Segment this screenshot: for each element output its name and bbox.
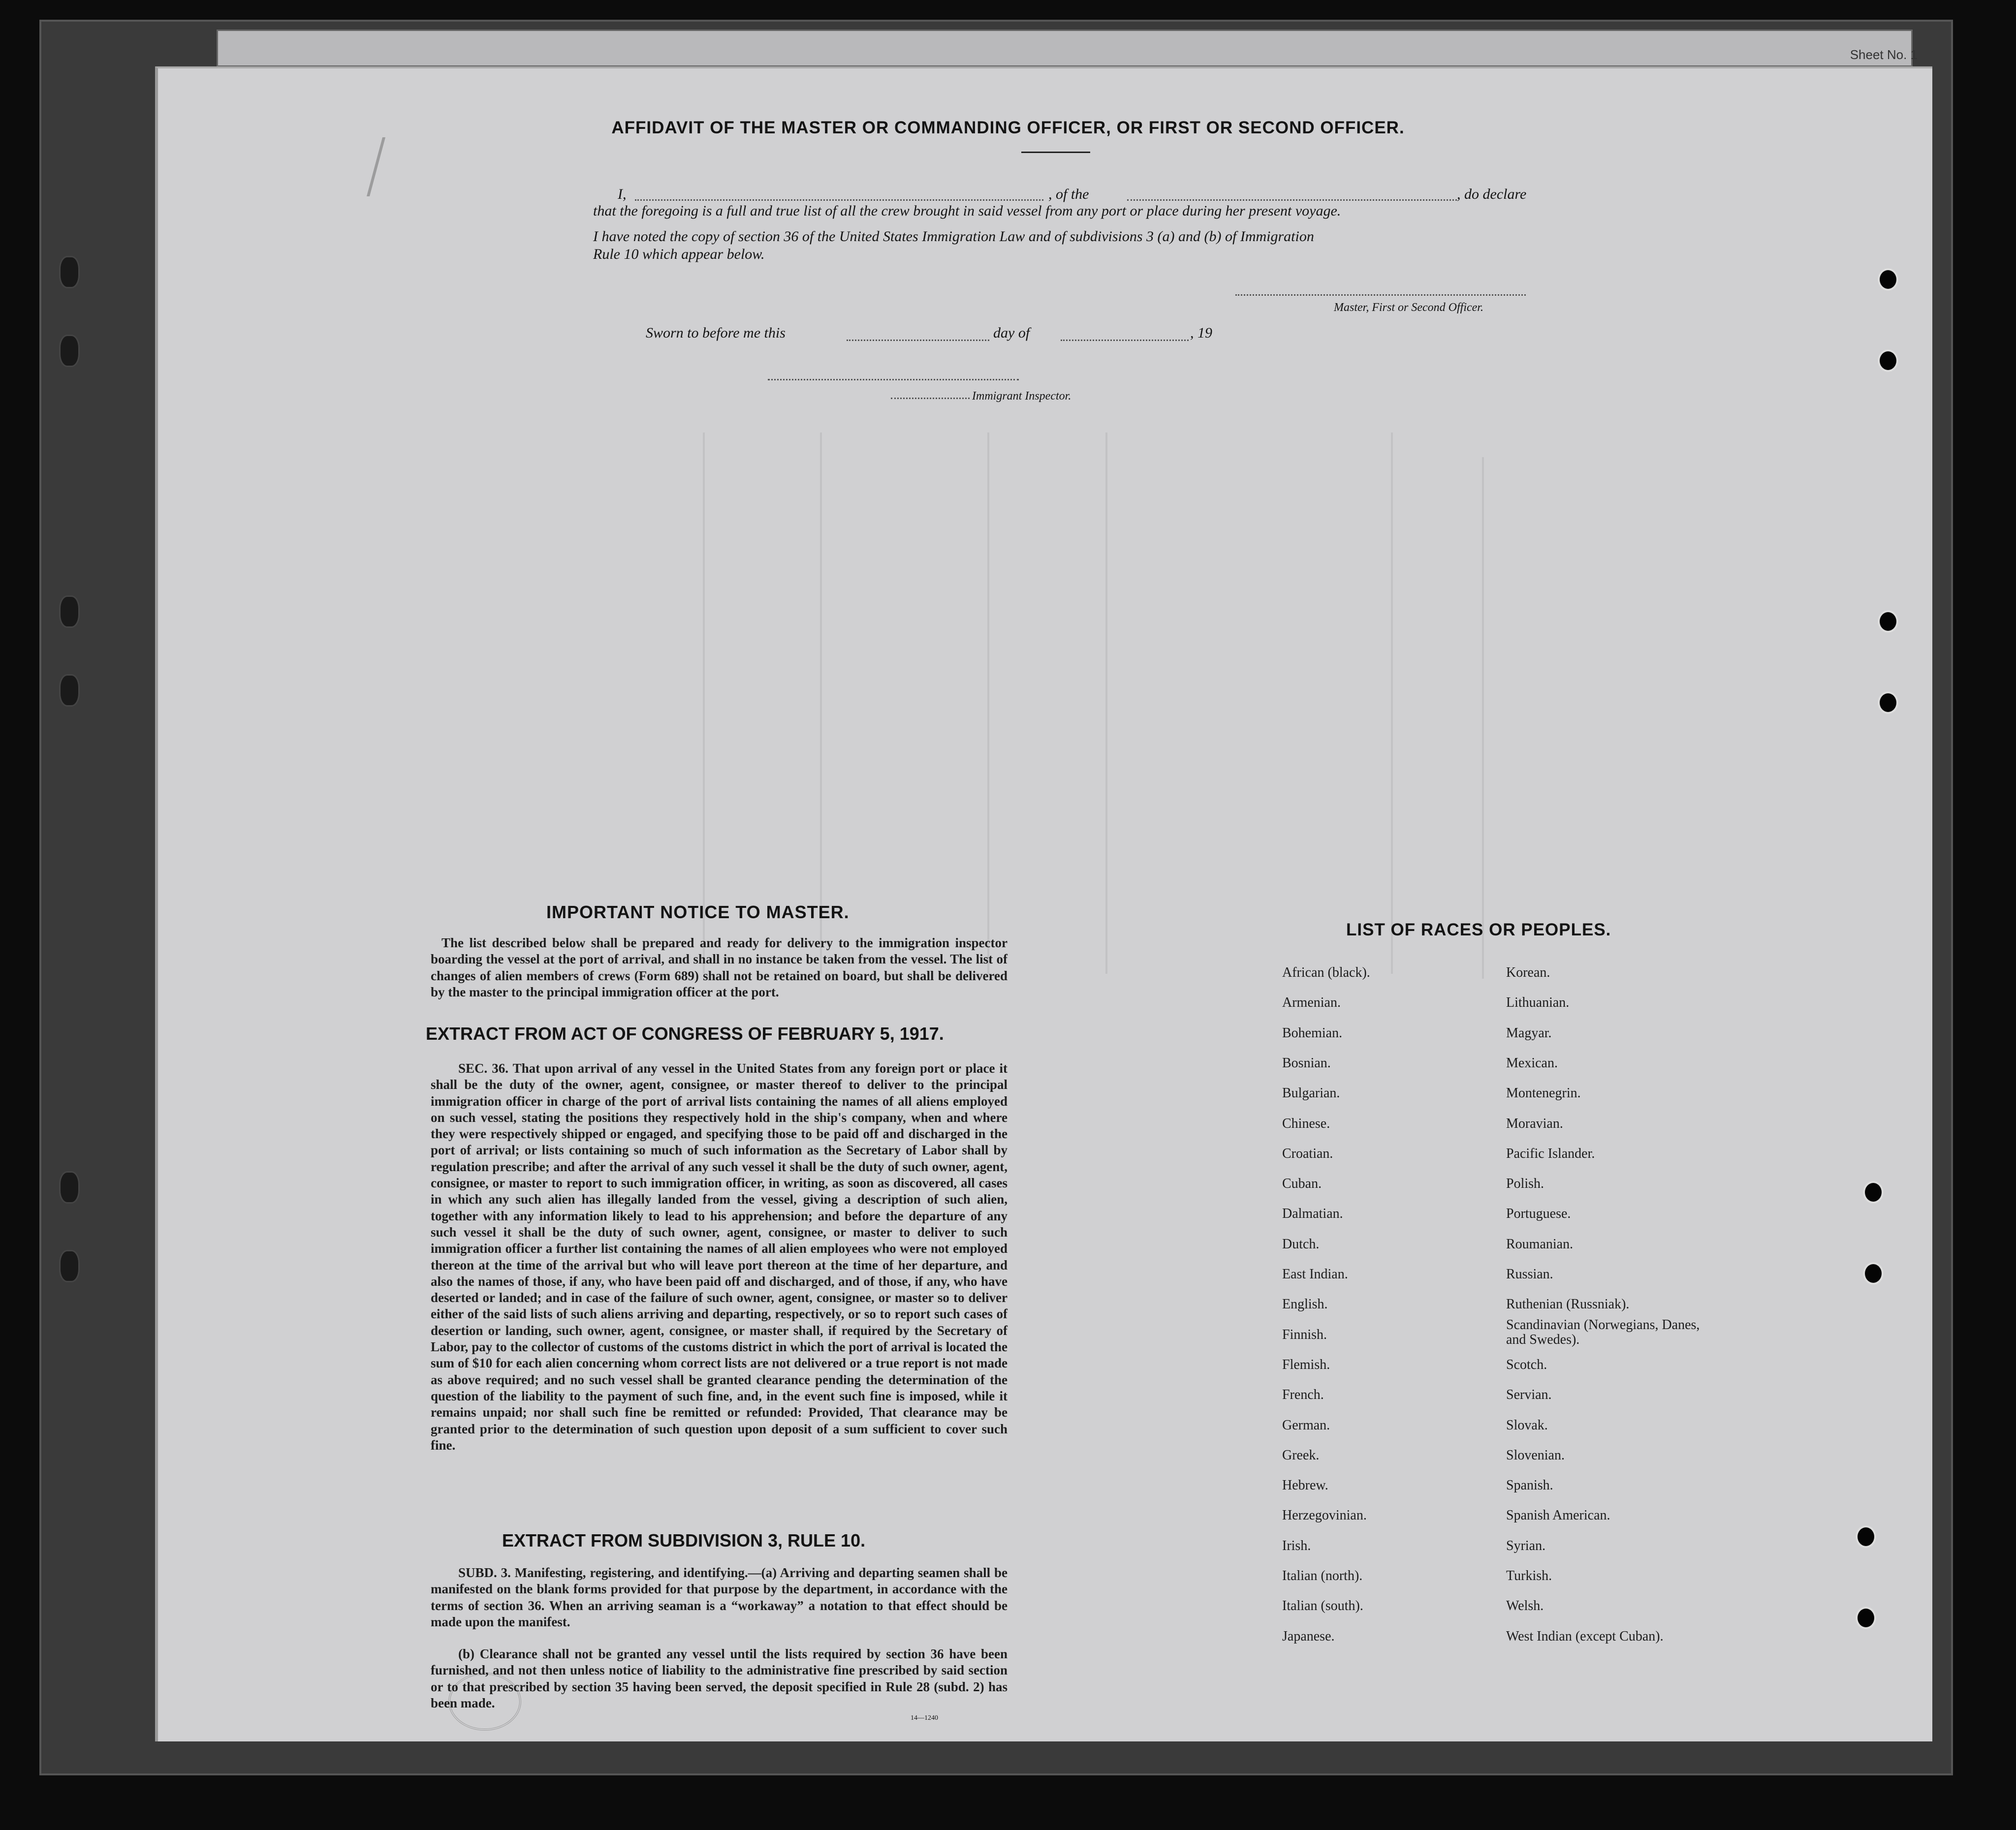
race-item: English. bbox=[1282, 1297, 1328, 1312]
race-item: Dalmatian. bbox=[1282, 1206, 1343, 1222]
rule-extract-title: EXTRACT FROM SUBDIVISION 3, RULE 10. bbox=[502, 1530, 866, 1551]
year-text: , 19 bbox=[1190, 325, 1212, 341]
race-item: Mexican. bbox=[1506, 1055, 1558, 1071]
binder-hole-icon bbox=[59, 674, 80, 707]
race-item: Slovenian. bbox=[1506, 1447, 1565, 1463]
race-item: Korean. bbox=[1506, 965, 1550, 980]
race-item: Bohemian. bbox=[1282, 1025, 1343, 1041]
race-item: Pacific Islander. bbox=[1506, 1146, 1595, 1161]
race-item: Russian. bbox=[1506, 1267, 1553, 1282]
inspector-signature-blank bbox=[768, 379, 1019, 380]
punch-hole-icon bbox=[1856, 1525, 1876, 1548]
affidavit-i: I, bbox=[618, 186, 627, 202]
race-item: Finnish. bbox=[1282, 1327, 1327, 1342]
race-item: Lithuanian. bbox=[1506, 995, 1570, 1011]
binder-hole-icon bbox=[59, 335, 80, 367]
race-item: African (black). bbox=[1282, 965, 1370, 980]
affidavit-line4: Rule 10 which appear below. bbox=[593, 246, 765, 262]
bleed-line bbox=[703, 433, 705, 974]
title-underline bbox=[1021, 152, 1090, 153]
rule-extract-body-b: (b) Clearance shall not be granted any vessel until the lists required by section 36 have been furnished, and not then unless notice of liability to the administrative fine prescribed by said section or to that prescribed by section 35 having been served, the deposit specified in Rule 28 (subd. 2) has been made. bbox=[431, 1646, 1008, 1710]
race-item: Bulgarian. bbox=[1282, 1086, 1340, 1101]
race-item: Croatian. bbox=[1282, 1146, 1333, 1161]
notice-body: The list described below shall be prepared and ready for delivery to the immigration inspector boarding the vessel at the port of arrival, and shall in no instance be taken from the vessel. The list of changes of alien members of crews (Form 689) shall not be retained on board, but shall be delivered by the master to the principal immigration officer at the port. bbox=[431, 935, 1008, 999]
punch-hole-icon bbox=[1878, 691, 1898, 714]
margin-pencil-mark bbox=[367, 137, 440, 196]
affidavit-of-the: , of the bbox=[1048, 186, 1089, 202]
race-item: Scandinavian (Norwegians, Danes, and Swedes). bbox=[1506, 1317, 1700, 1347]
rule-extract-body-a: SUBD. 3. Manifesting, registering, and identifying.—(a) Arriving and departing seamen shall be manifested on the blank forms provided for that purpose by the department, in accordance with the terms of section 36. When an arriving seaman is a “workaway” a notation to that effect should be made upon the manifest. bbox=[431, 1565, 1008, 1629]
punch-hole-icon bbox=[1863, 1181, 1884, 1204]
race-item: Armenian. bbox=[1282, 995, 1341, 1011]
master-label: Master, First or Second Officer. bbox=[1334, 301, 1483, 314]
bleed-line bbox=[1105, 433, 1107, 974]
punch-hole-icon bbox=[1856, 1607, 1876, 1629]
binder-hole-icon bbox=[59, 595, 80, 628]
race-item: Montenegrin. bbox=[1506, 1086, 1581, 1101]
bleed-line bbox=[1482, 457, 1484, 979]
act-extract-body: SEC. 36. That upon arrival of any vessel in the United States from any foreign port or place it shall be the duty of the owner, agent, consignee, or master thereof to deliver to the principal immigration officer in charge of the port of arrival lists containing the names of all aliens employed on such vessel, stating the positions they respectively hold in the ship's company, when and where they were respectively shipped or engaged, and specifying those to be paid off and discharged in the port of arrival; or lists containing so much of such information as the Secretary of Labor shall by regulation prescribe; and after the arrival of any such vessel it shall be the duty of such owner, agent, consignee, or master to report to such immigration officer, in writing, as soon as discovered, all cases in which any such alien has illegally landed from the vessel, giving a description of such alien, together with any information likely to lead to his apprehension; and before the departure of any such vessel it shall be the duty of such owner, agent, consignee, or master to deliver to such immigration officer a further list containing the names of all alien employees who were not employed thereon at the time of the arrival but who will leave port thereon at the time of her departure, and also the names of those, if any, who have been paid off and discharged, and of those, if any, who have deserted or landed; and in case of the failure of such owner, agent, consignee, or master so to deliver either of the said lists of such aliens arriving and departing, respectively, or so to report such cases of desertion or landing, such owner, agent, consignee, or master shall, if required by the Secretary of Labor, pay to the collector of customs of the customs district in which the port of arrival is located the sum of $10 for each alien concerning whom correct lists are not delivered or a true report is not made as above required; and no such vessel shall be granted clearance pending the determination of the question of the liability to the payment of such fine, and, in the event such fine is imposed, while it remains unpaid; nor shall such fine be remitted or refunded: Provided, That clearance may be granted prior to the determination of such question upon deposit of a sum sufficient to cover such fine. bbox=[431, 1061, 1008, 1453]
race-item: East Indian. bbox=[1282, 1267, 1348, 1282]
affidavit-declare: , do declare bbox=[1457, 186, 1527, 202]
binder-hole-icon bbox=[59, 1250, 80, 1282]
races-title: LIST OF RACES OR PEOPLES. bbox=[1346, 920, 1611, 939]
race-item: Cuban. bbox=[1282, 1176, 1322, 1192]
bleed-line bbox=[820, 433, 822, 974]
race-item: Slovak. bbox=[1506, 1417, 1548, 1433]
race-item: French. bbox=[1282, 1387, 1324, 1403]
race-item: Welsh. bbox=[1506, 1598, 1544, 1614]
affidavit-line2: that the foregoing is a full and true list of all the crew brought in said vessel from any port or place during her present voyage. bbox=[593, 203, 1341, 219]
race-item: Hebrew. bbox=[1282, 1478, 1328, 1493]
race-item: Servian. bbox=[1506, 1387, 1552, 1403]
race-item: Portuguese. bbox=[1506, 1206, 1571, 1222]
underlying-form-header bbox=[217, 30, 1913, 67]
race-item: Moravian. bbox=[1506, 1116, 1563, 1131]
race-item: Herzegovinian. bbox=[1282, 1508, 1367, 1523]
race-item: Turkish. bbox=[1506, 1568, 1552, 1583]
form-code: 14—1240 bbox=[911, 1714, 938, 1722]
bleed-line bbox=[1391, 433, 1393, 974]
race-item: Scotch. bbox=[1506, 1357, 1547, 1372]
race-item: Dutch. bbox=[1282, 1236, 1320, 1252]
notice-title: IMPORTANT NOTICE TO MASTER. bbox=[546, 902, 850, 922]
punch-hole-icon bbox=[1863, 1262, 1884, 1285]
race-item: Syrian. bbox=[1506, 1538, 1546, 1553]
sworn-text: Sworn to before me this bbox=[646, 325, 786, 341]
race-item: Italian (north). bbox=[1282, 1568, 1363, 1583]
bleed-line bbox=[987, 433, 989, 974]
race-item: Spanish American. bbox=[1506, 1508, 1610, 1523]
affidavit-title: AFFIDAVIT OF THE MASTER OR COMMANDING OFFICER, OR FIRST OR SECOND OFFICER. bbox=[611, 118, 1405, 137]
day-of-text: day of bbox=[993, 325, 1030, 341]
act-extract-title: EXTRACT FROM ACT OF CONGRESS OF FEBRUARY 5, 1917. bbox=[426, 1024, 944, 1044]
race-item: Polish. bbox=[1506, 1176, 1544, 1192]
race-item: Roumanian. bbox=[1506, 1236, 1574, 1252]
affidavit-line3: I have noted the copy of section 36 of the United States Immigration Law and of subdivisions 3 (a) and (b) of Immigration bbox=[593, 228, 1314, 245]
inspector-label: Immigrant Inspector. bbox=[972, 390, 1071, 403]
month-blank bbox=[1061, 340, 1189, 341]
race-item: West Indian (except Cuban). bbox=[1506, 1628, 1664, 1644]
punch-hole-icon bbox=[1878, 349, 1898, 372]
race-item: Spanish. bbox=[1506, 1478, 1553, 1493]
race-item: Greek. bbox=[1282, 1447, 1320, 1463]
binder-hole-icon bbox=[59, 256, 80, 288]
race-item: Chinese. bbox=[1282, 1116, 1330, 1131]
inspector-dots bbox=[891, 398, 970, 399]
binder-hole-icon bbox=[59, 1171, 80, 1204]
day-blank bbox=[847, 340, 989, 341]
race-item: Magyar. bbox=[1506, 1025, 1552, 1041]
name-blank bbox=[635, 199, 1043, 201]
race-item: Japanese. bbox=[1282, 1628, 1335, 1644]
master-signature-blank bbox=[1235, 294, 1526, 296]
race-item: Irish. bbox=[1282, 1538, 1311, 1553]
race-item: Bosnian. bbox=[1282, 1055, 1331, 1071]
sheet-number: Sheet No. 1 bbox=[1850, 47, 1918, 62]
punch-hole-icon bbox=[1878, 610, 1898, 633]
race-item: Italian (south). bbox=[1282, 1598, 1363, 1614]
race-item: Ruthenian (Russniak). bbox=[1506, 1297, 1630, 1312]
race-item: German. bbox=[1282, 1417, 1330, 1433]
race-item: Flemish. bbox=[1282, 1357, 1330, 1372]
manifest-page bbox=[155, 66, 1932, 1741]
vessel-blank bbox=[1127, 199, 1457, 201]
punch-hole-icon bbox=[1878, 268, 1898, 291]
